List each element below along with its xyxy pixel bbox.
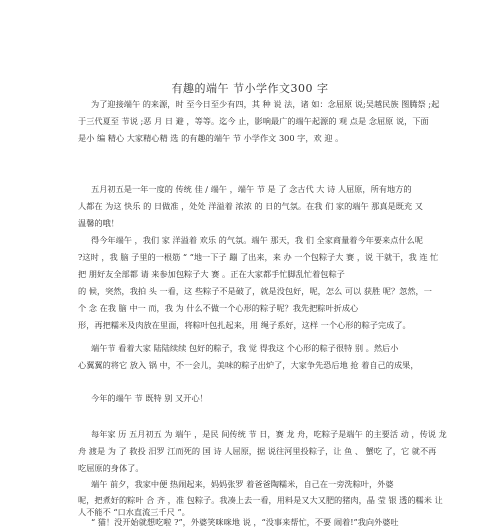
text-line: 今年的端午 节 既特 别 又开心！	[91, 393, 208, 403]
text-line: ?这时 ，我 脑 子里的一根筋 “ “地一下子 蹦 了出来，来 办 一个包粽子大 赛 ，说 干就干，我 连 忙	[78, 252, 439, 262]
text-line: 于三代夏至 节说 ;恶 月 日 避 ，等等。迄今 止，影响最广的端午起源的 观 点是 念屈原 说，下面	[78, 116, 429, 126]
text-line: 端午节 看着大家 陆陆续续 包好的粽子，我 觉 得我这 个心形的粽子很特 别 。然后小	[91, 343, 399, 353]
document-title: 有趣的端午 节小学作文300 字	[171, 82, 329, 95]
text-line: 呢，把煮好的粽叶 合 齐 ，准 包粽子。我凑上去一看，用料是又大又肥的猪肉，晶 莹 银 透的糯米 让	[78, 495, 443, 505]
text-line: 的 候，突然，我拍 头 一看，这 些粽子不是破了，就是没包好，呢，怎么 可以 获胜 呢？忽然，一	[78, 286, 432, 296]
text-line: 心翼翼的将它 放入 锅 中，不一会儿，美味的粽子出炉了，大家争先恐后地 抢 着自己的成果，	[78, 360, 419, 370]
text-line: 得今年端午 ，我们 家 洋溢着 欢乐 的气氛。端午 那天，我 们 全家商量着今年要来点什么呢	[91, 235, 423, 245]
text-line: 人不能不 “口水直流三千尺 ”。	[78, 507, 190, 517]
text-line: 个 念 在我 脑 中一 而，我 为 什么不做一个心形的粽子呢？我先把粽叶折成心	[78, 303, 359, 313]
text-line: 为了迎接端午 的来源，时 至今日至少有四，其 种 说 法，诸 如：念屈原 说;吴越民族 图腾祭 ;起	[91, 99, 440, 109]
text-line: 每年家 历 五月初五 为 端午 ，是民 间传统 节 日，赛 龙 舟，吃粽子是端午 的主要活 动 ，传说 龙	[91, 429, 447, 439]
text-line: 把 朋好友全部都 请 来参加包粽子大 赛 。正在大家都手忙脚乱忙着包粽子	[78, 269, 345, 279]
text-line: 吃屈原的身体了。	[78, 463, 144, 473]
text-line: 温馨的哦！	[78, 218, 119, 228]
text-line: “ 猫！没开始就想吃啦 ?”，外婆笑咪咪地 说 ，“没事来帮忙，不要 闹着!”我向外婆吐	[91, 517, 399, 527]
text-line: 端午 前夕，我家中便 热闹起来，妈妈张罗 着爸爸陶糯米，自己在一旁洗粽叶，外婆	[91, 479, 394, 489]
text-line: 舟 渡是 为 了 救投 汨罗 江而死的 国 诗 人屈原，据 说往河里投粽子，让 鱼 、 蟹吃 了，它 就不再	[78, 446, 437, 456]
text-line: 是小 编 精心 大家精心精 选 的有趣的端午 节 小学作文 300 字，欢 迎 。	[78, 133, 344, 143]
text-line: 形，再把糯米及肉放在里面，将粽叶包扎起来，用 绳子系好，这样 一个心形的粽子完成了。	[78, 320, 411, 330]
text-line: 五月初五是一年一度的 传统 佳 / 端午 ，端午 节 是 了 念古代 大 诗 人屈原，所有地方的	[91, 184, 412, 194]
text-line: 人都在 为这 快乐 的 日做准 ，处处 洋溢着 浓浓 的 日的气氛。在我 们 家的端午 那真是既充 又	[78, 201, 423, 211]
